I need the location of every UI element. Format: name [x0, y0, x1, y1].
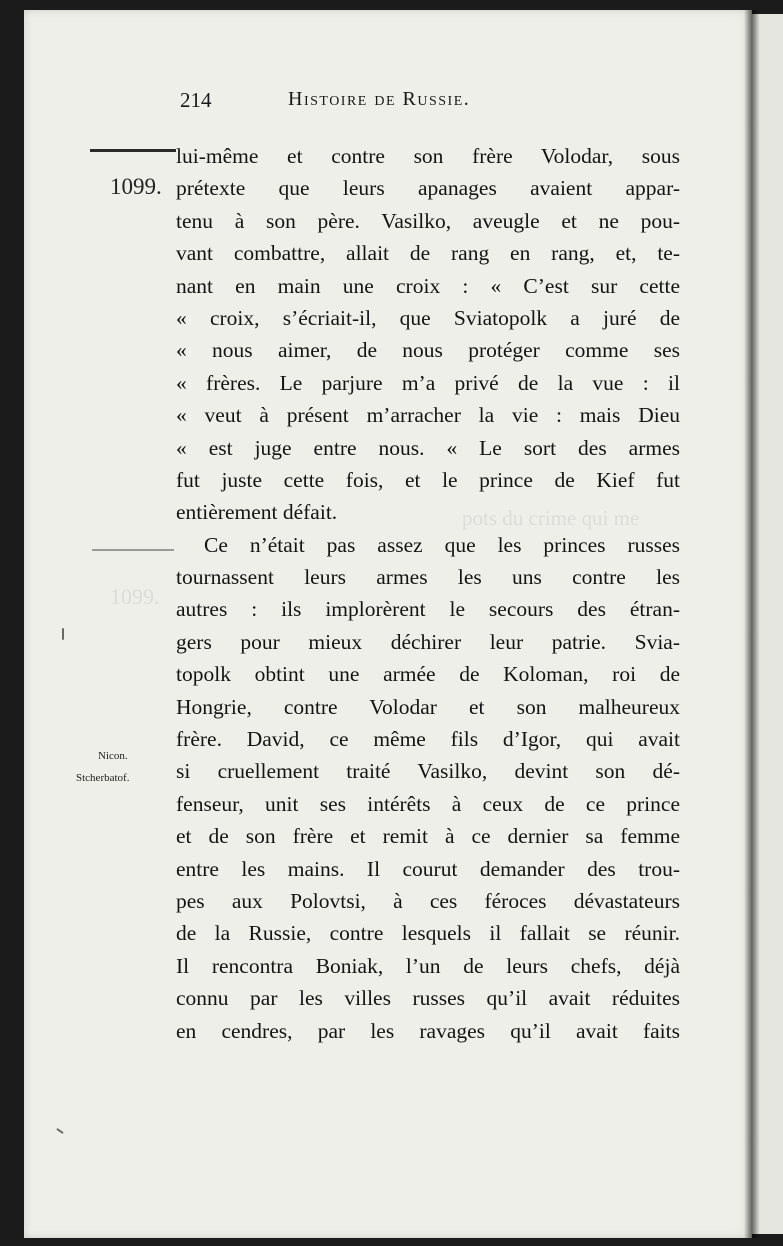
text-line: et de son frère et remit à ce dernier sa femme — [176, 824, 680, 849]
text-line: fut juste cette fois, et le prince de Kief fut — [176, 467, 680, 492]
margin-source-stcherbatof: Stcherbatof. — [76, 772, 130, 784]
text-line: tenu à son père. Vasilko, aveugle et ne pou- — [176, 208, 680, 233]
text-line: nant en main une croix : « C’est sur cette — [176, 273, 680, 298]
text-line: Hongrie, contre Volodar et son malheureux — [176, 694, 680, 719]
text-line: connu par les villes russes qu’il avait réduites — [176, 986, 680, 1011]
text-line: gers pour mieux déchirer leur patrie. Svia- — [176, 629, 680, 654]
gutter-shadow — [744, 10, 760, 1238]
page-number: 214 — [180, 88, 212, 112]
text-line: frère. David, ce même fils d’Igor, qui avait — [176, 727, 680, 752]
show-through-text: pots du crime qui me — [462, 506, 640, 530]
text-line: pes aux Polovtsi, à ces féroces dévastateurs — [176, 888, 680, 913]
margin-source-nicon: Nicon. — [98, 750, 128, 762]
text-line: si cruellement traité Vasilko, devint son dé- — [176, 759, 680, 784]
margin-rule — [90, 149, 176, 152]
paper-speck — [62, 628, 64, 640]
margin-year: 1099. — [110, 174, 162, 199]
text-line: fenseur, unit ses intérêts à ceux de ce prince — [176, 791, 680, 816]
show-through-year: 1099. — [110, 584, 160, 609]
text-line: « frères. Le parjure m’a privé de la vue : il — [176, 370, 680, 395]
text-line: lui-même et contre son frère Volodar, sous — [176, 144, 680, 168]
text-line: entre les mains. Il courut demander des trou- — [176, 856, 680, 881]
text-line: topolk obtint une armée de Koloman, roi de — [176, 662, 680, 687]
body-text — [176, 140, 680, 1047]
text-line: prétexte que leurs apanages avaient appar- — [176, 176, 680, 201]
text-line: Il rencontra Boniak, l’un de leurs chefs, déjà — [176, 953, 680, 978]
text-line: en cendres, par les ravages qu’il avait faits — [176, 1018, 680, 1043]
text-line: « est juge entre nous. « Le sort des armes — [176, 435, 680, 460]
text-line: vant combattre, allait de rang en rang, et, te- — [176, 241, 680, 266]
text-line-paragraph-end: entièrement défait. — [176, 500, 338, 525]
text-line: de la Russie, contre lesquels il fallait se réunir. — [176, 921, 680, 946]
text-line: tournassent leurs armes les uns contre les — [176, 565, 680, 590]
running-title: Histoire de Russie. — [288, 88, 471, 110]
text-line: « nous aimer, de nous protéger comme ses — [176, 338, 680, 363]
text-line: « croix, s’écriait-il, que Sviatopolk a juré de — [176, 305, 680, 330]
margin-rule-faint — [92, 549, 174, 551]
text-line-paragraph-start: Ce n’était pas assez que les princes russes — [204, 532, 680, 557]
text-line: « veut à présent m’arracher la vie : mais Dieu — [176, 403, 680, 428]
text-line: autres : ils implorèrent le secours des étran- — [176, 597, 680, 622]
